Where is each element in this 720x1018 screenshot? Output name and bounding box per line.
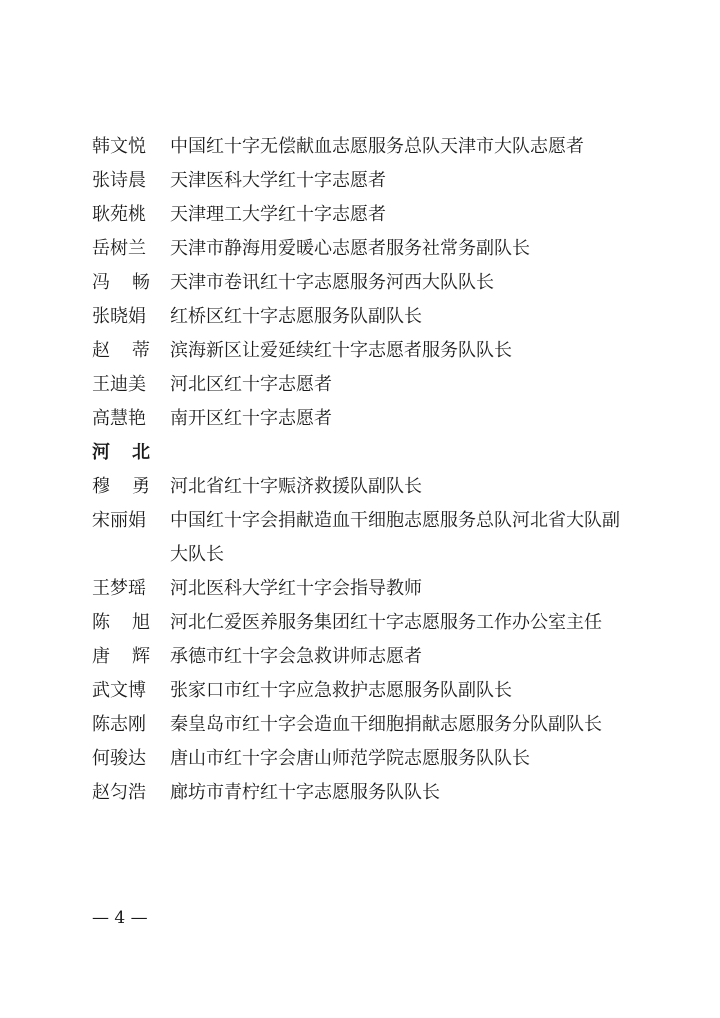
list-item [92, 504, 632, 572]
section-heading-char: 河 [92, 442, 110, 463]
person-name: 王梦瑶 [92, 578, 146, 599]
list-item [92, 130, 632, 164]
person-name: 岳树兰 [92, 238, 146, 259]
person-name-part: 穆 [92, 476, 110, 497]
person-description: 张家口市红十字应急救护志愿服务队副队长 [170, 680, 512, 701]
person-description: 天津市卷讯红十字志愿服务河西大队队长 [170, 272, 494, 293]
list-item [92, 708, 632, 742]
list-item [92, 776, 632, 810]
person-name-part: 陈 [92, 612, 110, 633]
person-name-part: 勇 [132, 476, 150, 497]
person-description: 河北医科大学红十字会指导教师 [170, 578, 422, 599]
person-name: 张晓娟 [92, 306, 146, 327]
list-item [92, 368, 632, 402]
person-name [92, 266, 150, 300]
volunteer-list [92, 130, 632, 810]
person-description: 南开区红十字志愿者 [170, 408, 332, 429]
person-name-part: 赵 [92, 340, 110, 361]
person-description: 河北仁爱医养服务集团红十字志愿服务工作办公室主任 [170, 612, 602, 633]
list-item [92, 300, 632, 334]
person-description: 天津医科大学红十字志愿者 [170, 170, 386, 191]
person-description: 秦皇岛市红十字会造血干细胞捐献志愿服务分队副队长 [170, 714, 602, 735]
person-name-part: 蒂 [132, 340, 150, 361]
person-description: 滨海新区让爱延续红十字志愿者服务队队长 [170, 340, 512, 361]
section-heading-hebei [92, 436, 150, 470]
person-name: 宋丽娟 [92, 510, 146, 531]
person-name [92, 640, 150, 674]
person-name [92, 334, 150, 368]
person-name-part: 唐 [92, 646, 110, 667]
person-name: 韩文悦 [92, 136, 146, 157]
person-description: 天津理工大学红十字志愿者 [170, 204, 386, 225]
person-name [92, 606, 150, 640]
list-item [92, 674, 632, 708]
person-description: 中国红十字会捐献造血干细胞志愿服务总队河北省大队副大队长 [170, 510, 620, 565]
person-name-part: 冯 [92, 272, 110, 293]
person-name: 张诗晨 [92, 170, 146, 191]
person-description: 廊坊市青柠红十字志愿服务队队长 [170, 782, 440, 803]
person-description: 唐山市红十字会唐山师范学院志愿服务队队长 [170, 748, 530, 769]
person-name: 陈志刚 [92, 714, 146, 735]
person-name: 王迪美 [92, 374, 146, 395]
person-description: 红桥区红十字志愿服务队副队长 [170, 306, 422, 327]
person-name: 赵匀浩 [92, 782, 146, 803]
list-item [92, 266, 632, 300]
person-name: 何骏达 [92, 748, 146, 769]
person-name: 高慧艳 [92, 408, 146, 429]
person-name [92, 470, 150, 504]
section-heading-char: 北 [132, 442, 150, 463]
person-description: 河北省红十字赈济救援队副队长 [170, 476, 422, 497]
list-item [92, 606, 632, 640]
person-name: 武文博 [92, 680, 146, 701]
list-item [92, 742, 632, 776]
person-description: 河北区红十字志愿者 [170, 374, 332, 395]
list-item [92, 572, 632, 606]
person-name-part: 旭 [132, 612, 150, 633]
page-number: — 4 — [92, 908, 148, 928]
person-name-part: 畅 [132, 272, 150, 293]
list-item [92, 640, 632, 674]
list-item [92, 470, 632, 504]
person-name-part: 辉 [132, 646, 150, 667]
list-item [92, 334, 632, 368]
list-item [92, 164, 632, 198]
person-description: 中国红十字无偿献血志愿服务总队天津市大队志愿者 [170, 136, 584, 157]
list-item [92, 232, 632, 266]
person-name: 耿苑桃 [92, 204, 146, 225]
list-item [92, 402, 632, 436]
person-description: 天津市静海用爱暖心志愿者服务社常务副队长 [170, 238, 530, 259]
person-description: 承德市红十字会急救讲师志愿者 [170, 646, 422, 667]
list-item [92, 198, 632, 232]
